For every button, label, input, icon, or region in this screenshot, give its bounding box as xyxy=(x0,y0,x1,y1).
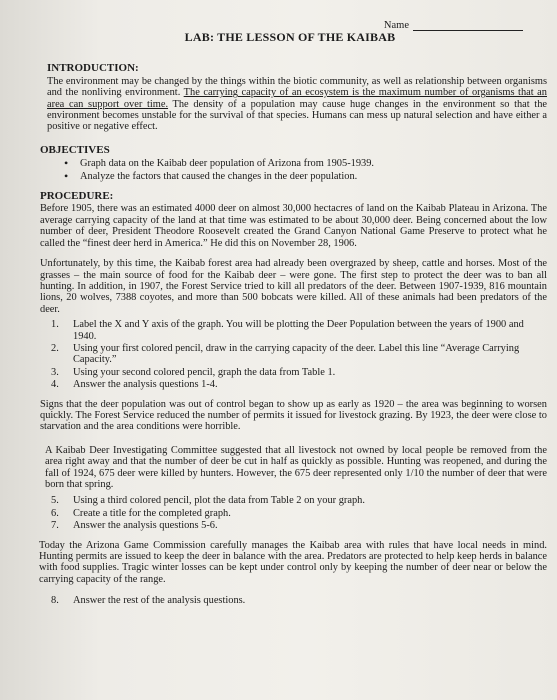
objectives-list xyxy=(40,158,547,182)
objective-item: • Graph data on the Kaibab deer population of Arizona from 1905-1939. xyxy=(80,158,547,169)
step-text: Using a third colored pencil, plot the data from Table 2 on your graph. xyxy=(73,495,365,507)
procedure-paragraph: Today the Arizona Game Commission carefully manages the Kaibab area with rules that have local needs in mind. Hunting permits are issued to keep the deer in balance with the area. Predators are protected to help keep herds in balance with food supplies. Tragic winter losses can be kept under control only by keeping the number of deer near or below the carrying capacity of the range. xyxy=(39,539,547,585)
name-field xyxy=(384,20,523,31)
step-text: Using your second colored pencil, graph the data from Table 1. xyxy=(73,366,336,378)
step-text: Answer the rest of the analysis questions. xyxy=(73,595,246,607)
step-item xyxy=(51,342,547,366)
steps-list-3 xyxy=(33,595,547,606)
step-item xyxy=(51,520,547,532)
objectives-heading: OBJECTIVES xyxy=(40,143,110,156)
step-number: 6. xyxy=(51,507,59,519)
step-number: 2. xyxy=(51,342,59,354)
step-text: Create a title for the completed graph. xyxy=(73,507,231,519)
step-number: 1. xyxy=(51,319,59,331)
step-item xyxy=(51,595,547,607)
page-title: LAB: THE LESSON OF THE KAIBAB xyxy=(184,30,396,44)
introduction-heading: INTRODUCTION: xyxy=(47,62,139,75)
step-text: Answer the analysis questions 5-6. xyxy=(73,520,218,532)
objective-item: • Analyze the factors that caused the changes in the deer population. xyxy=(80,171,547,182)
step-item xyxy=(51,366,547,378)
intro-text-underlined: The carrying capacity of an ecosystem is the maximum number of organisms that an area can support over time. xyxy=(47,87,547,110)
step-item xyxy=(51,495,547,507)
step-item xyxy=(51,379,547,391)
procedure-paragraph: Before 1905, there was an estimated 4000 deer on almost 30,000 hectacres of land on the Kaibab Plateau in Arizona. The average carrying capacity of the land at that time was estimated to be about 30,000 deer. Being concerned about the low number of deer, President Theodore Roosevelt created the Grand Canyon National Game Preserve to protect what he called the “finest deer herd in America.” He did this on November 28, 1906. xyxy=(40,203,547,249)
procedure-paragraph: A Kaibab Deer Investigating Committee suggested that all livestock not owned by local people be removed from the area right away and that the number of deer be cut in half as quickly as possible. Hunting was reopened, and during the fall of 1924, 675 deer were killed by hunters. However, the 675 deer represented only 1/10 the number of deer that were born that spring. xyxy=(45,444,547,490)
intro-text-before: The environment may be changed by the things within the biotic community, as well as relationship between organisms and the nonliving environment. xyxy=(47,75,547,99)
procedure-section xyxy=(33,191,547,249)
name-label: Name xyxy=(383,20,409,31)
step-number: 8. xyxy=(51,595,59,607)
procedure-paragraph: Unfortunately, by this time, the Kaibab forest area had already been overgrazed by sheep, cattle and horses. Most of the grasses – the main source of food for the Kaibab deer – were gone. The first step to protect the deer was to ban all hunting. In addition, in 1907, the Forest Service tried to kill all predators of the deer. Between 1907-1939, 816 mountain lions, 20 wolves, 7388 coyotes, and more than 500 bobcats were killed. All of these animals had been predators of the deer. xyxy=(40,258,547,315)
step-text: Answer the analysis questions 1-4. xyxy=(73,379,218,391)
intro-text-after: The density of a population may cause huge changes in the environment so that the environment becomes unstable for the survival of that species. Humans can mess up natural selection and have either a positive or negative effect. xyxy=(47,98,548,133)
step-text: Using your first colored pencil, draw in the carrying capacity of the deer. Label this line “Average Carrying Capacity.” xyxy=(73,342,520,366)
step-text: Label the X and Y axis of the graph. You will be plotting the Deer Population between the years of 1900 and 1940. xyxy=(73,319,524,342)
procedure-paragraph-block xyxy=(33,399,547,433)
objectives-section xyxy=(33,145,547,182)
introduction-section xyxy=(33,63,547,132)
steps-list-2 xyxy=(33,495,547,531)
step-number: 3. xyxy=(51,366,59,378)
procedure-paragraph-block xyxy=(33,258,547,315)
introduction-text xyxy=(47,76,547,133)
step-number: 5. xyxy=(51,495,59,507)
step-number: 4. xyxy=(51,379,59,391)
procedure-paragraph-block xyxy=(33,445,547,491)
procedure-paragraph-block xyxy=(33,540,547,586)
steps-list-1 xyxy=(33,319,547,390)
procedure-heading: PROCEDURE: xyxy=(40,190,114,203)
procedure-paragraph: Signs that the deer population was out of control began to show up as early as 1920 – the area was beginning to worsen quickly. The Forest Service reduced the number of permits it issued for livestock grazing. By 1923, the deer were close to starvation and the area conditions were horrible. xyxy=(40,398,547,433)
step-item xyxy=(51,507,547,519)
step-item xyxy=(51,319,547,342)
name-blank-line xyxy=(413,20,523,31)
step-number: 7. xyxy=(51,520,59,532)
